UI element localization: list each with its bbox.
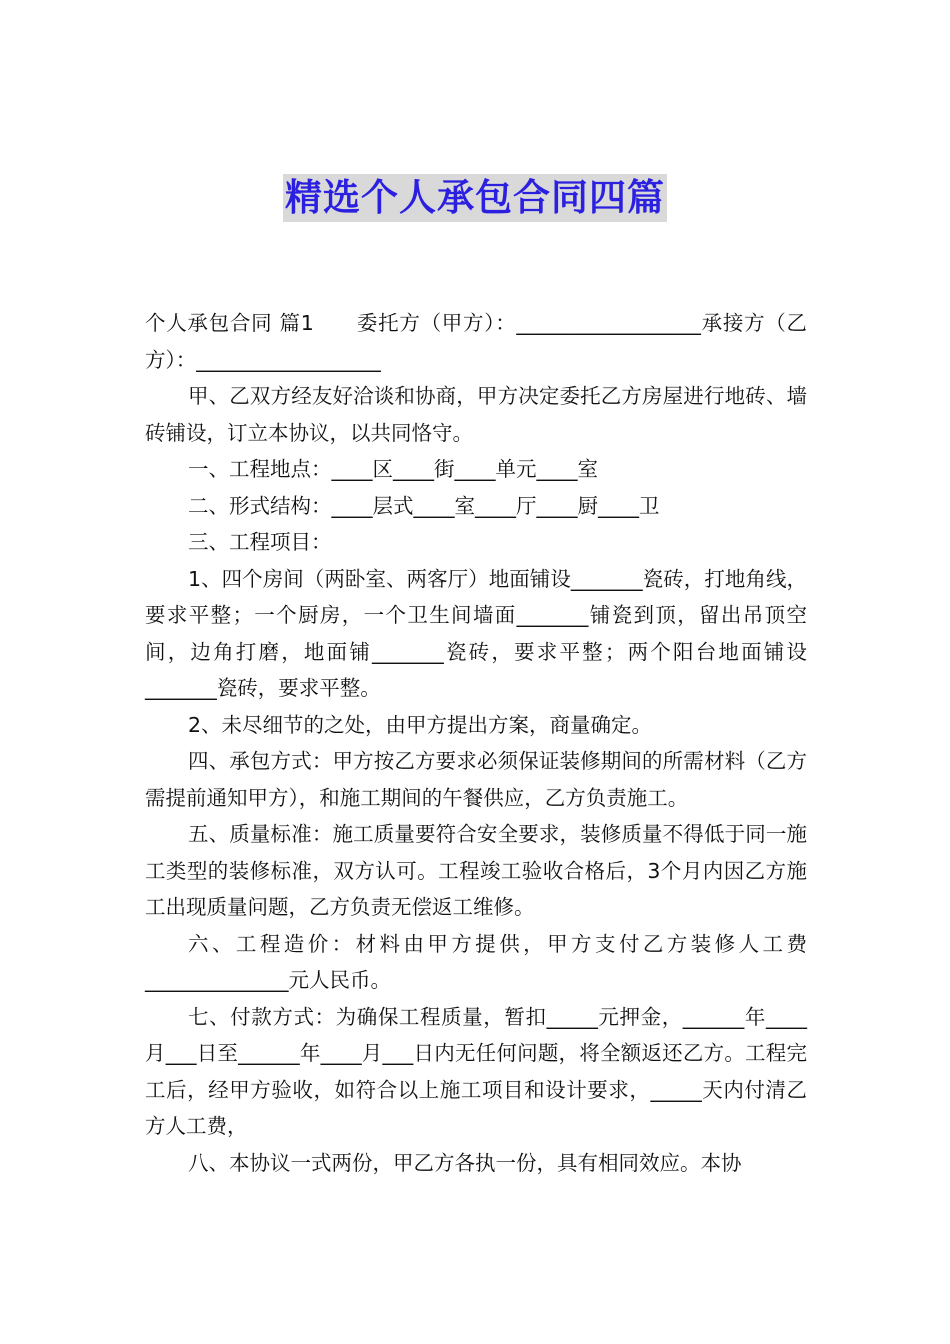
- paragraph-copies: 八、本协议一式两份，甲乙方各执一份，具有相同效应。本协: [188, 1150, 742, 1175]
- paragraph-quality: 五、质量标准：施工质量要符合安全要求，装修质量不得低于同一施工类型的装修标准，双方认可。工程竣工验收合格后，3个月内因乙方施工出现质量问题，乙方负责无偿返工维修。: [145, 822, 807, 919]
- paragraph-item-2: 2、未尽细节的之处，由甲方提出方案，商量确定。: [188, 712, 653, 737]
- paragraph-header: 个人承包合同 篇1 委托方（甲方）：__________________承接方（乙方）：__________________: [145, 311, 807, 372]
- paragraph-structure: 二、形式结构：____层式____室____厅____厨____卫: [188, 493, 660, 518]
- document-title: [0, 174, 950, 222]
- paragraph-items-heading: 三、工程项目：: [188, 530, 332, 554]
- document-title-text: 精选个人承包合同四篇: [283, 174, 667, 222]
- paragraph-contract-method: 四、承包方式：甲方按乙方要求必须保证装修期间的所需材料（乙方需提前通知甲方），和施工期间的午餐供应，乙方负责施工。: [145, 749, 807, 810]
- paragraph-location: 一、工程地点：____区____街____单元____室: [188, 457, 598, 481]
- paragraph-cost: 六、工程造价：材料由甲方提供，甲方支付乙方装修人工费______________元人民币。: [145, 931, 807, 992]
- paragraph-payment: 七、付款方式：为确保工程质量，暂扣_____元押金，______年____月___日至______年____月___日内无任何问题，将全额返还乙方。工程完工后，经甲方验收，如符合以上施工项目和设计要求，_____天内付清乙方人工费，: [145, 1004, 807, 1138]
- document-body: [145, 305, 807, 1181]
- paragraph-item-1: 1、四个房间（两卧室、两客厅）地面铺设_______瓷砖，打地角线，要求平整；一个厨房，一个卫生间墙面_______铺瓷到顶，留出吊顶空间，边角打磨，地面铺_______瓷砖，要求平整；两个阳台地面铺设_______瓷砖，要求平整。: [145, 566, 807, 700]
- paragraph-intro: 甲、乙双方经友好洽谈和协商，甲方决定委托乙方房屋进行地砖、墙砖铺设，订立本协议，以共同恪守。: [145, 384, 807, 445]
